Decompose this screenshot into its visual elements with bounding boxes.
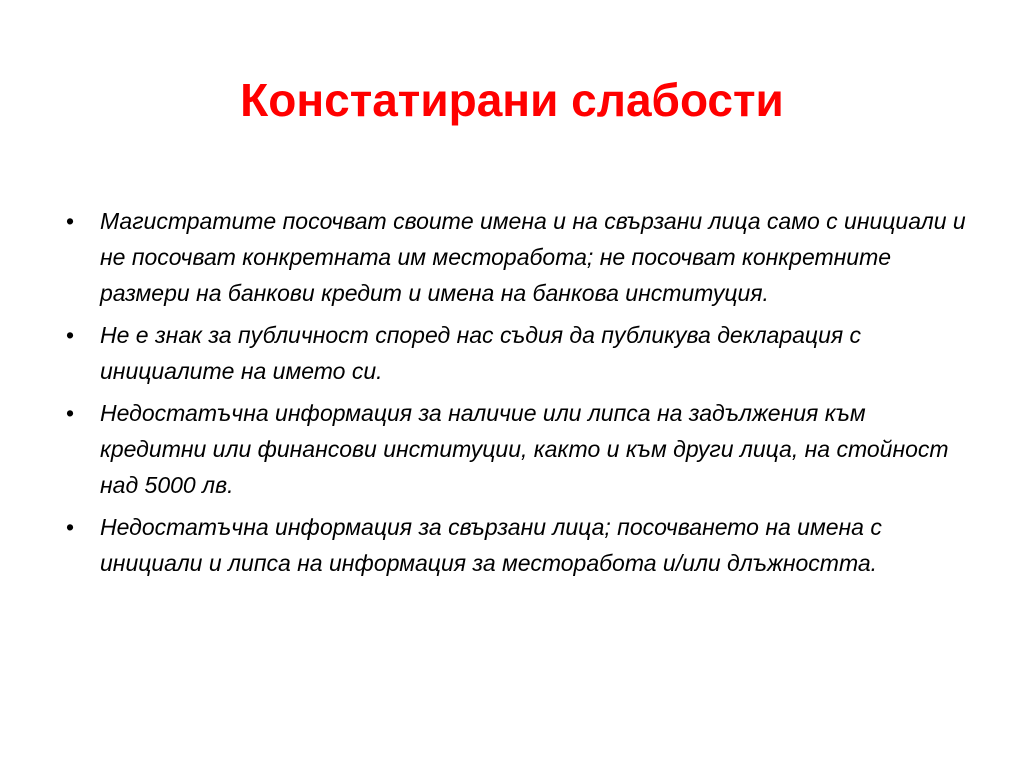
bullet-item (60, 203, 970, 311)
bullet-icon: • (65, 208, 75, 234)
bullet-text: Не е знак за публичност според нас съдия да публикува декларация с инициалите на името си. (100, 322, 862, 384)
bullet-item (60, 509, 970, 581)
slide-title: Констатирани слабости (240, 74, 784, 126)
bullet-item (60, 395, 970, 503)
bullet-list (60, 203, 970, 587)
bullet-icon: • (65, 322, 75, 348)
bullet-icon: • (65, 400, 75, 426)
bullet-text: Недостатъчна информация за наличие или липса на задължения към кредитни или финансови институции, както и към други лица, на стойност над 5000 лв. (100, 400, 949, 498)
bullet-text: Недостатъчна информация за свързани лица; посочването на имена с инициали и липса на информация за месторабота и/или длъжността. (100, 514, 882, 576)
bullet-icon: • (65, 514, 75, 540)
bullet-text: Магистратите посочват своите имена и на свързани лица само с инициали и не посочват конкретната им месторабота; не посочват конкретните размери на банкови кредит и имена на банкова институция. (100, 208, 966, 306)
bullet-item (60, 317, 970, 389)
